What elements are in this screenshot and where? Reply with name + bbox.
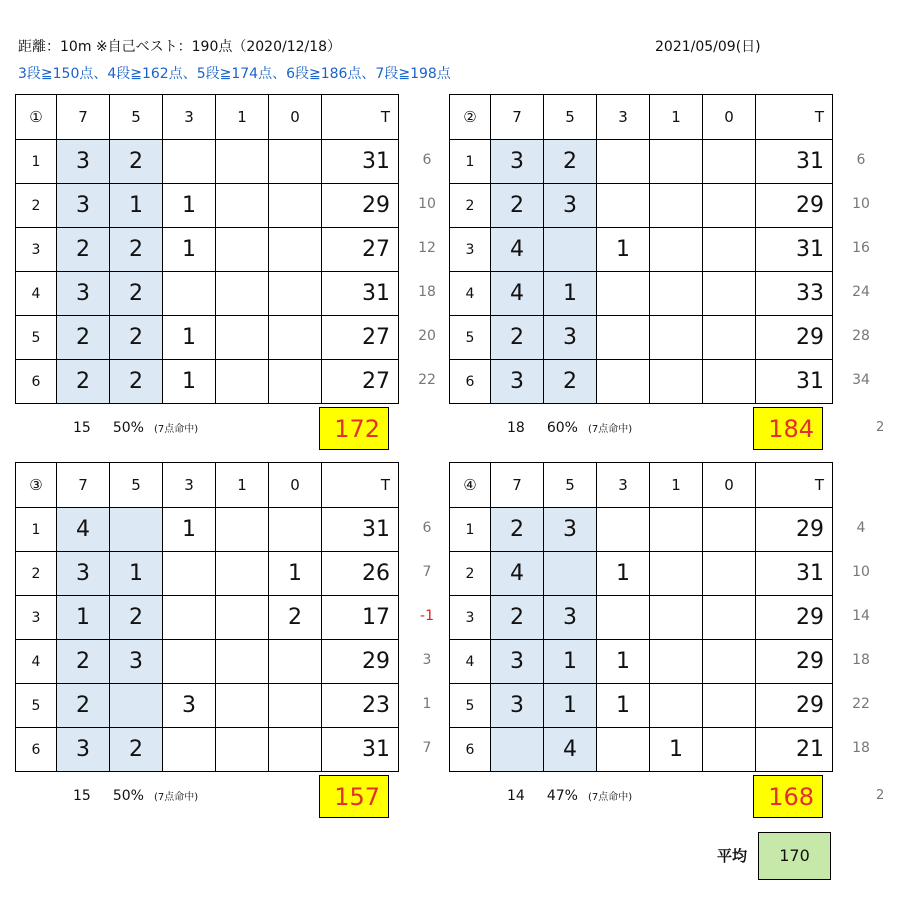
- round-label: ②: [450, 95, 491, 140]
- column-header: 7: [57, 463, 110, 508]
- hits: 14: [507, 788, 525, 804]
- count-cell: 1: [110, 184, 163, 228]
- count-cell: 2: [544, 360, 597, 404]
- running-diff: 34: [852, 372, 870, 388]
- count-cell: 3: [57, 728, 110, 772]
- count-cell: [544, 228, 597, 272]
- count-cell: [110, 508, 163, 552]
- count-cell: 2: [491, 508, 544, 552]
- running-diff: 28: [852, 328, 870, 344]
- count-cell: 2: [491, 184, 544, 228]
- count-cell: 3: [57, 140, 110, 184]
- count-cell: [650, 316, 703, 360]
- count-cell: 1: [597, 228, 650, 272]
- count-cell: [597, 140, 650, 184]
- end-number: 5: [450, 684, 491, 728]
- table-row: [16, 596, 399, 640]
- round-total: [319, 775, 389, 818]
- count-cell: [110, 684, 163, 728]
- end-number: 6: [450, 728, 491, 772]
- count-cell: 4: [491, 272, 544, 316]
- hit-note: (7点命中): [587, 424, 633, 435]
- count-cell: 2: [269, 596, 322, 640]
- end-total: 31: [322, 272, 399, 316]
- count-cell: 1: [163, 184, 216, 228]
- count-cell: 3: [491, 684, 544, 728]
- table-row: [16, 728, 399, 772]
- count-cell: 2: [57, 316, 110, 360]
- running-diff: 18: [852, 652, 870, 668]
- table-row: [450, 552, 833, 596]
- running-diff: 7: [422, 740, 432, 756]
- count-cell: 1: [597, 640, 650, 684]
- hit-note: (7点命中): [153, 424, 199, 435]
- count-cell: [703, 684, 756, 728]
- count-cell: [216, 508, 269, 552]
- end-number: 3: [450, 228, 491, 272]
- round-summary: [507, 788, 632, 804]
- end-number: 2: [16, 184, 57, 228]
- table-row: [16, 508, 399, 552]
- column-header: 0: [269, 463, 322, 508]
- round-total-value: 168: [768, 783, 814, 811]
- count-cell: 4: [491, 228, 544, 272]
- count-cell: [163, 728, 216, 772]
- end-total: 21: [756, 728, 833, 772]
- count-cell: 3: [110, 640, 163, 684]
- count-cell: [216, 228, 269, 272]
- end-total: 31: [322, 728, 399, 772]
- round-summary: [507, 420, 632, 436]
- running-diff: 24: [852, 284, 870, 300]
- count-cell: 4: [544, 728, 597, 772]
- end-number: 6: [16, 360, 57, 404]
- table-row: [450, 316, 833, 360]
- count-cell: [650, 684, 703, 728]
- count-cell: [650, 596, 703, 640]
- hits: 18: [507, 420, 525, 436]
- end-number: 1: [450, 140, 491, 184]
- count-cell: 2: [57, 640, 110, 684]
- running-diff: 10: [852, 196, 870, 212]
- running-diff: 4: [856, 520, 866, 536]
- count-cell: 2: [110, 360, 163, 404]
- count-cell: 2: [57, 228, 110, 272]
- count-cell: 2: [110, 596, 163, 640]
- end-number: 5: [16, 316, 57, 360]
- running-diff: 20: [418, 328, 436, 344]
- running-diff: 10: [418, 196, 436, 212]
- column-header: 0: [269, 95, 322, 140]
- count-cell: [216, 684, 269, 728]
- end-total: 29: [756, 596, 833, 640]
- column-header: T: [322, 463, 399, 508]
- round-2-table: [449, 94, 833, 404]
- hits: 15: [73, 420, 91, 436]
- end-total: 31: [756, 360, 833, 404]
- end-total: 29: [756, 640, 833, 684]
- count-cell: [703, 228, 756, 272]
- count-cell: [216, 552, 269, 596]
- table-row: [16, 140, 399, 184]
- column-header: 5: [544, 463, 597, 508]
- table-row: [16, 184, 399, 228]
- round-total: [753, 775, 823, 818]
- count-cell: 1: [597, 684, 650, 728]
- count-cell: 3: [544, 596, 597, 640]
- count-cell: 1: [544, 640, 597, 684]
- end-total: 31: [322, 508, 399, 552]
- count-cell: 3: [57, 552, 110, 596]
- column-header: T: [756, 95, 833, 140]
- table-row: [450, 184, 833, 228]
- end-number: 1: [450, 508, 491, 552]
- count-cell: [269, 228, 322, 272]
- end-number: 1: [16, 508, 57, 552]
- round-4-table: [449, 462, 833, 772]
- count-cell: 2: [491, 316, 544, 360]
- count-cell: [216, 640, 269, 684]
- count-cell: 2: [544, 140, 597, 184]
- count-cell: [597, 596, 650, 640]
- end-total: 29: [322, 640, 399, 684]
- column-header: T: [756, 463, 833, 508]
- round-1-block: [15, 94, 399, 404]
- column-header: 7: [491, 463, 544, 508]
- table-row: [450, 728, 833, 772]
- count-cell: [269, 640, 322, 684]
- rank-thresholds: 3段≧150点、4段≧162点、5段≧174点、6段≧186点、7段≧198点: [18, 66, 451, 82]
- count-cell: [650, 640, 703, 684]
- end-total: 29: [756, 184, 833, 228]
- round-diff: 2: [876, 788, 885, 803]
- count-cell: [269, 272, 322, 316]
- count-cell: [269, 728, 322, 772]
- column-header: T: [322, 95, 399, 140]
- round-label: ①: [16, 95, 57, 140]
- count-cell: [703, 316, 756, 360]
- running-diff: 22: [418, 372, 436, 388]
- count-cell: [703, 360, 756, 404]
- count-cell: [597, 508, 650, 552]
- end-total: 23: [322, 684, 399, 728]
- running-diff: -1: [420, 608, 434, 624]
- table-row: [450, 640, 833, 684]
- end-total: 29: [322, 184, 399, 228]
- running-diff: 3: [422, 652, 432, 668]
- end-number: 6: [16, 728, 57, 772]
- count-cell: [163, 272, 216, 316]
- count-cell: 1: [110, 552, 163, 596]
- info-line: 距離：10m ※自己ベスト：190点（2020/12/18）: [18, 39, 342, 55]
- end-number: 4: [16, 272, 57, 316]
- count-cell: [703, 272, 756, 316]
- end-total: 27: [322, 316, 399, 360]
- round-2-block: [449, 94, 833, 404]
- count-cell: [269, 316, 322, 360]
- count-cell: [703, 552, 756, 596]
- round-1-table: [15, 94, 399, 404]
- count-cell: 2: [110, 728, 163, 772]
- column-header: 7: [491, 95, 544, 140]
- hits: 15: [73, 788, 91, 804]
- end-total: 31: [756, 140, 833, 184]
- column-header: 5: [110, 95, 163, 140]
- count-cell: [703, 596, 756, 640]
- count-cell: 1: [163, 228, 216, 272]
- table-row: [450, 596, 833, 640]
- round-summary: [73, 788, 198, 804]
- column-header: 0: [703, 463, 756, 508]
- count-cell: [269, 140, 322, 184]
- end-number: 4: [450, 272, 491, 316]
- count-cell: 4: [57, 508, 110, 552]
- average-box: 170: [758, 832, 831, 880]
- count-cell: 3: [491, 640, 544, 684]
- hit-percent: 50%: [112, 420, 144, 436]
- column-header: 3: [163, 95, 216, 140]
- count-cell: 3: [544, 184, 597, 228]
- count-cell: [216, 360, 269, 404]
- running-diff: 18: [418, 284, 436, 300]
- count-cell: [703, 728, 756, 772]
- table-row: [16, 228, 399, 272]
- count-cell: 1: [163, 508, 216, 552]
- round-3-table: [15, 462, 399, 772]
- count-cell: 1: [650, 728, 703, 772]
- end-number: 5: [16, 684, 57, 728]
- table-row: [16, 316, 399, 360]
- count-cell: [216, 316, 269, 360]
- table-row: [16, 640, 399, 684]
- average-label: 平均: [717, 847, 748, 865]
- running-diff: 16: [852, 240, 870, 256]
- end-number: 3: [450, 596, 491, 640]
- count-cell: 2: [57, 360, 110, 404]
- running-diff: 18: [852, 740, 870, 756]
- round-label: ④: [450, 463, 491, 508]
- count-cell: [597, 184, 650, 228]
- count-cell: [163, 140, 216, 184]
- count-cell: 2: [491, 596, 544, 640]
- hit-note: (7点命中): [587, 792, 633, 803]
- count-cell: [216, 272, 269, 316]
- end-total: 27: [322, 228, 399, 272]
- count-cell: [163, 596, 216, 640]
- end-total: 31: [756, 228, 833, 272]
- count-cell: [597, 728, 650, 772]
- end-number: 5: [450, 316, 491, 360]
- column-header: 1: [650, 95, 703, 140]
- count-cell: [163, 640, 216, 684]
- table-row: [450, 684, 833, 728]
- end-total: 27: [322, 360, 399, 404]
- end-number: 2: [450, 184, 491, 228]
- column-header: 5: [110, 463, 163, 508]
- count-cell: 2: [57, 684, 110, 728]
- running-diff: 10: [852, 564, 870, 580]
- round-4-block: [449, 462, 833, 772]
- end-total: 31: [322, 140, 399, 184]
- count-cell: 1: [163, 316, 216, 360]
- count-cell: 3: [544, 316, 597, 360]
- end-number: 2: [450, 552, 491, 596]
- count-cell: [491, 728, 544, 772]
- count-cell: 2: [110, 228, 163, 272]
- end-total: 29: [756, 316, 833, 360]
- end-number: 1: [16, 140, 57, 184]
- count-cell: 1: [597, 552, 650, 596]
- table-row: [16, 272, 399, 316]
- count-cell: [650, 552, 703, 596]
- end-number: 3: [16, 596, 57, 640]
- count-cell: 1: [163, 360, 216, 404]
- table-row: [450, 140, 833, 184]
- round-total: [753, 407, 823, 450]
- running-diff: 6: [422, 152, 432, 168]
- count-cell: [703, 640, 756, 684]
- count-cell: [703, 140, 756, 184]
- count-cell: [216, 184, 269, 228]
- table-row: [450, 508, 833, 552]
- count-cell: 1: [269, 552, 322, 596]
- count-cell: 3: [544, 508, 597, 552]
- table-row: [16, 360, 399, 404]
- end-number: 3: [16, 228, 57, 272]
- end-number: 4: [16, 640, 57, 684]
- table-row: [16, 552, 399, 596]
- column-header: 3: [597, 95, 650, 140]
- count-cell: [650, 272, 703, 316]
- round-total-value: 184: [768, 415, 814, 443]
- running-diff: 1: [422, 696, 432, 712]
- count-cell: 2: [110, 316, 163, 360]
- count-cell: [269, 684, 322, 728]
- date: 2021/05/09(日): [655, 39, 761, 55]
- round-diff: 2: [876, 420, 885, 435]
- count-cell: 3: [491, 140, 544, 184]
- end-total: 26: [322, 552, 399, 596]
- column-header: 1: [650, 463, 703, 508]
- count-cell: 4: [491, 552, 544, 596]
- column-header: 1: [216, 463, 269, 508]
- count-cell: [650, 184, 703, 228]
- round-total: [319, 407, 389, 450]
- running-diff: 7: [422, 564, 432, 580]
- count-cell: [269, 508, 322, 552]
- running-diff: 12: [418, 240, 436, 256]
- count-cell: 2: [110, 272, 163, 316]
- hit-percent: 60%: [546, 420, 578, 436]
- count-cell: [650, 140, 703, 184]
- count-cell: [269, 360, 322, 404]
- running-diff: 6: [422, 520, 432, 536]
- end-number: 4: [450, 640, 491, 684]
- count-cell: [216, 728, 269, 772]
- round-summary: [73, 420, 198, 436]
- count-cell: [269, 184, 322, 228]
- count-cell: 3: [57, 184, 110, 228]
- end-number: 6: [450, 360, 491, 404]
- count-cell: [544, 552, 597, 596]
- end-total: 33: [756, 272, 833, 316]
- end-total: 17: [322, 596, 399, 640]
- count-cell: 2: [110, 140, 163, 184]
- count-cell: [650, 228, 703, 272]
- count-cell: 3: [491, 360, 544, 404]
- end-total: 29: [756, 684, 833, 728]
- running-diff: 14: [852, 608, 870, 624]
- table-row: [450, 228, 833, 272]
- count-cell: [650, 508, 703, 552]
- round-3-block: [15, 462, 399, 772]
- table-row: [16, 684, 399, 728]
- count-cell: 3: [163, 684, 216, 728]
- count-cell: [597, 272, 650, 316]
- column-header: 1: [216, 95, 269, 140]
- count-cell: [163, 552, 216, 596]
- end-number: 2: [16, 552, 57, 596]
- count-cell: [216, 140, 269, 184]
- table-row: [450, 272, 833, 316]
- running-diff: 22: [852, 696, 870, 712]
- table-row: [450, 360, 833, 404]
- hit-percent: 50%: [112, 788, 144, 804]
- count-cell: [597, 360, 650, 404]
- count-cell: 1: [544, 684, 597, 728]
- column-header: 3: [163, 463, 216, 508]
- column-header: 5: [544, 95, 597, 140]
- round-label: ③: [16, 463, 57, 508]
- count-cell: [703, 184, 756, 228]
- count-cell: [703, 508, 756, 552]
- hit-percent: 47%: [546, 788, 578, 804]
- column-header: 3: [597, 463, 650, 508]
- count-cell: [216, 596, 269, 640]
- column-header: 0: [703, 95, 756, 140]
- count-cell: 1: [57, 596, 110, 640]
- hit-note: (7点命中): [153, 792, 199, 803]
- end-total: 31: [756, 552, 833, 596]
- count-cell: [650, 360, 703, 404]
- round-total-value: 157: [334, 783, 380, 811]
- round-total-value: 172: [334, 415, 380, 443]
- running-diff: 6: [856, 152, 866, 168]
- end-total: 29: [756, 508, 833, 552]
- count-cell: [597, 316, 650, 360]
- count-cell: 3: [57, 272, 110, 316]
- count-cell: 1: [544, 272, 597, 316]
- column-header: 7: [57, 95, 110, 140]
